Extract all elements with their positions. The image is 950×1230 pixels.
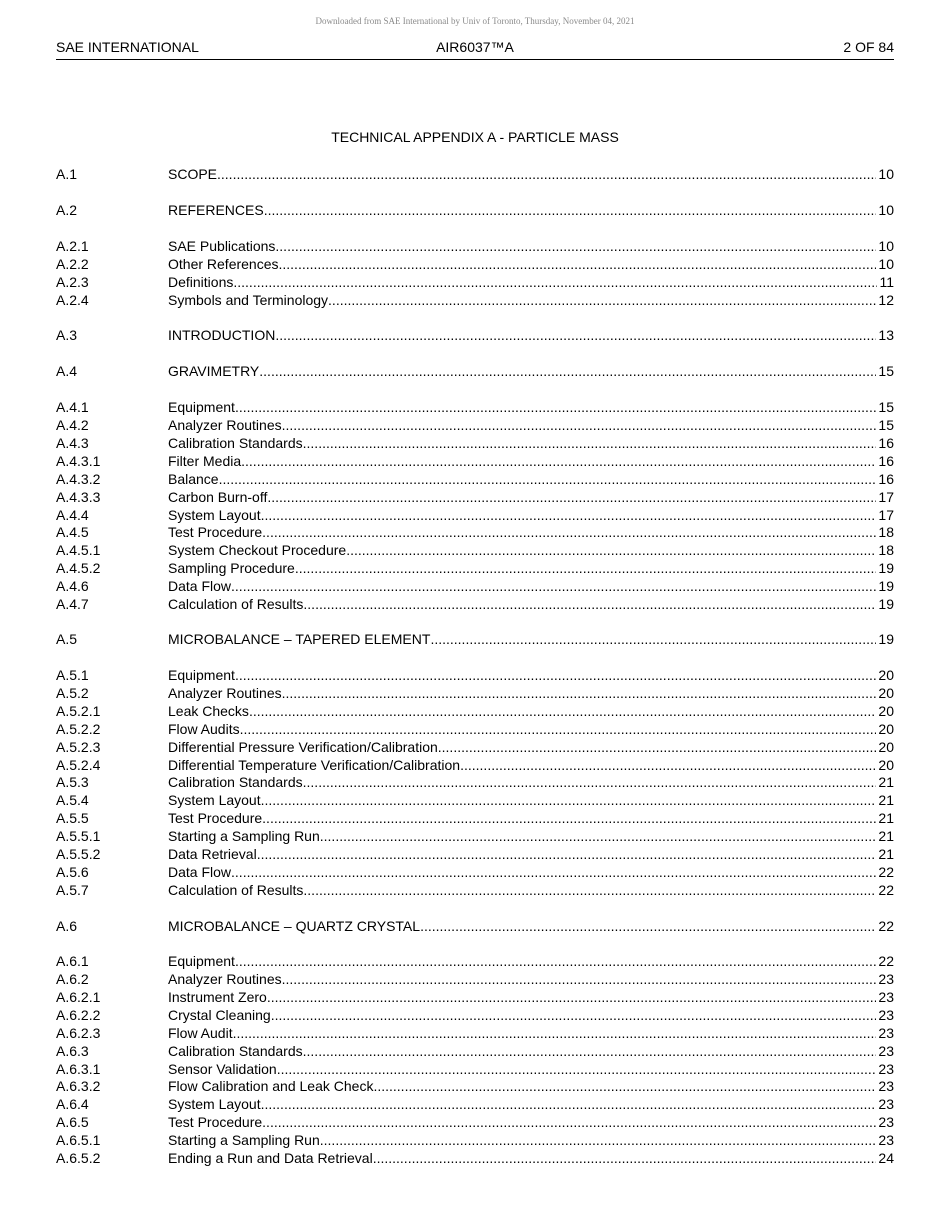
toc-dot-leader xyxy=(460,756,876,774)
toc-entry-leader-line xyxy=(168,577,894,595)
toc-entry[interactable] xyxy=(56,201,894,219)
toc-entry[interactable] xyxy=(56,237,894,255)
toc-dot-leader xyxy=(328,291,876,309)
toc-entry-title: Equipment xyxy=(168,667,235,683)
toc-entry-number: A.5 xyxy=(56,631,78,647)
toc-entry-number: A.1 xyxy=(56,166,78,182)
toc-entry-number: A.6 xyxy=(56,918,78,934)
toc-dot-leader xyxy=(279,255,877,273)
toc-entry-page: 20 xyxy=(878,703,894,719)
toc-entry-page: 19 xyxy=(878,578,894,594)
toc-dot-leader xyxy=(264,201,877,219)
toc-entry-leader-line xyxy=(168,595,894,613)
toc-entry-title: System Layout xyxy=(168,1096,261,1112)
toc-entry-title: Instrument Zero xyxy=(168,989,267,1005)
header-page-number: 2 OF 84 xyxy=(843,39,894,55)
toc-entry[interactable] xyxy=(56,434,894,452)
toc-entry-title: Filter Media xyxy=(168,453,242,469)
toc-entry-leader-line xyxy=(168,523,894,541)
toc-entry-title: Data Retrieval xyxy=(168,846,257,862)
toc-entry[interactable] xyxy=(56,398,894,416)
toc-dot-leader xyxy=(219,470,877,488)
toc-entry-leader-line xyxy=(168,809,894,827)
toc-entry-title: GRAVIMETRY xyxy=(168,363,260,379)
toc-entry-leader-line xyxy=(168,684,894,702)
toc-dot-leader xyxy=(235,666,876,684)
toc-entry-leader-line xyxy=(168,452,894,470)
toc-entry-page: 10 xyxy=(878,238,894,254)
toc-entry-page: 20 xyxy=(878,757,894,773)
toc-entry-number: A.6.5 xyxy=(56,1114,89,1130)
toc-entry-title: Sensor Validation xyxy=(168,1061,277,1077)
page-header xyxy=(56,39,894,57)
toc-dot-leader xyxy=(233,273,877,291)
toc-entry[interactable] xyxy=(56,845,894,863)
toc-entry-page: 22 xyxy=(878,864,894,880)
toc-entry-leader-line xyxy=(168,791,894,809)
toc-entry-leader-line xyxy=(168,541,894,559)
toc-entry-page: 21 xyxy=(878,774,894,790)
toc-entry-number: A.4.3 xyxy=(56,435,89,451)
toc-dot-leader xyxy=(231,863,876,881)
toc-entry-title: Test Procedure xyxy=(168,524,263,540)
toc-entry-leader-line xyxy=(168,273,894,291)
toc-dot-leader xyxy=(320,827,877,845)
toc-entry-title: Analyzer Routines xyxy=(168,971,282,987)
toc-entry-title: Calibration Standards xyxy=(168,435,303,451)
toc-entry[interactable] xyxy=(56,326,894,344)
toc-entry[interactable] xyxy=(56,506,894,524)
toc-entry[interactable] xyxy=(56,791,894,809)
toc-entry-leader-line xyxy=(168,1024,894,1042)
toc-entry-leader-line xyxy=(168,1077,894,1095)
toc-entry[interactable] xyxy=(56,255,894,273)
toc-entry-title: INTRODUCTION xyxy=(168,327,276,343)
toc-entry-page: 23 xyxy=(878,1043,894,1059)
toc-entry-page: 23 xyxy=(878,989,894,1005)
toc-entry-leader-line xyxy=(168,720,894,738)
toc-entry-number: A.5.2 xyxy=(56,685,89,701)
toc-entry[interactable] xyxy=(56,738,894,756)
toc-dot-leader xyxy=(282,684,877,702)
header-publisher: SAE INTERNATIONAL xyxy=(56,39,199,55)
toc-dot-leader xyxy=(235,398,876,416)
toc-entry[interactable] xyxy=(56,1095,894,1113)
toc-entry[interactable] xyxy=(56,702,894,720)
toc-dot-leader xyxy=(430,630,876,648)
toc-entry[interactable] xyxy=(56,165,894,183)
toc-entry-title: System Layout xyxy=(168,792,261,808)
toc-dot-leader xyxy=(259,362,876,380)
toc-entry-leader-line xyxy=(168,702,894,720)
toc-dot-leader xyxy=(235,952,876,970)
toc-entry[interactable] xyxy=(56,952,894,970)
toc-entry-leader-line xyxy=(168,630,894,648)
toc-dot-leader xyxy=(261,506,877,524)
toc-dot-leader xyxy=(275,326,876,344)
toc-entry-page: 20 xyxy=(878,667,894,683)
toc-dot-leader xyxy=(346,541,876,559)
toc-entry-title: Analyzer Routines xyxy=(168,417,282,433)
toc-entry-number: A.4.3.3 xyxy=(56,489,101,505)
toc-entry-number: A.5.2.2 xyxy=(56,721,101,737)
toc-entry-page: 20 xyxy=(878,739,894,755)
toc-dot-leader xyxy=(261,791,877,809)
toc-entry-page: 21 xyxy=(878,846,894,862)
toc-entry-page: 23 xyxy=(878,1007,894,1023)
toc-entry-leader-line xyxy=(168,362,894,380)
toc-entry-number: A.4.2 xyxy=(56,417,89,433)
toc-entry-leader-line xyxy=(168,559,894,577)
toc-entry[interactable] xyxy=(56,470,894,488)
toc-entry-leader-line xyxy=(168,1060,894,1078)
toc-entry-leader-line xyxy=(168,255,894,273)
toc-entry-number: A.2.3 xyxy=(56,274,89,290)
toc-dot-leader xyxy=(240,720,877,738)
toc-entry-page: 22 xyxy=(878,882,894,898)
toc-entry-title: Calculation of Results xyxy=(168,596,304,612)
toc-entry-number: A.6.2 xyxy=(56,971,89,987)
toc-entry-leader-line xyxy=(168,881,894,899)
toc-entry-leader-line xyxy=(168,416,894,434)
toc-dot-leader xyxy=(249,702,876,720)
toc-entry-page: 17 xyxy=(878,489,894,505)
toc-dot-leader xyxy=(303,881,876,899)
toc-dot-leader xyxy=(277,1060,877,1078)
toc-entry-page: 23 xyxy=(878,1114,894,1130)
toc-dot-leader xyxy=(271,1006,877,1024)
toc-entry-number: A.4.5.1 xyxy=(56,542,101,558)
toc-dot-leader xyxy=(233,1024,877,1042)
toc-entry-leader-line xyxy=(168,738,894,756)
toc-entry-page: 11 xyxy=(879,274,894,290)
toc-entry-page: 15 xyxy=(878,417,894,433)
toc-dot-leader xyxy=(267,488,876,506)
toc-entry-page: 22 xyxy=(878,918,894,934)
toc-entry-number: A.5.6 xyxy=(56,864,89,880)
toc-dot-leader xyxy=(295,559,877,577)
toc-dot-leader xyxy=(303,434,877,452)
toc-entry-page: 20 xyxy=(878,685,894,701)
toc-entry-page: 12 xyxy=(878,292,894,308)
toc-entry[interactable] xyxy=(56,720,894,738)
toc-entry-page: 18 xyxy=(878,542,894,558)
page-title: TECHNICAL APPENDIX A - PARTICLE MASS xyxy=(331,129,619,145)
toc-entry-page: 15 xyxy=(878,399,894,415)
toc-entry-number: A.4.3.2 xyxy=(56,471,101,487)
toc-entry[interactable] xyxy=(56,917,894,935)
toc-entry-page: 18 xyxy=(878,524,894,540)
toc-entry-leader-line xyxy=(168,1131,894,1149)
toc-entry-number: A.4.6 xyxy=(56,578,89,594)
toc-entry-title: Equipment xyxy=(168,953,235,969)
toc-entry-page: 19 xyxy=(878,631,894,647)
toc-entry-page: 16 xyxy=(878,453,894,469)
toc-entry-leader-line xyxy=(168,988,894,1006)
toc-dot-leader xyxy=(420,917,876,935)
toc-entry-number: A.4.5.2 xyxy=(56,560,101,576)
toc-entry-title: SAE Publications xyxy=(168,238,276,254)
download-watermark: Downloaded from SAE International by Univ of Toronto, Thursday, November 04, 2021 xyxy=(315,16,635,26)
toc-entry[interactable] xyxy=(56,1060,894,1078)
toc-entry-page: 22 xyxy=(878,953,894,969)
toc-entry[interactable] xyxy=(56,773,894,791)
toc-entry-leader-line xyxy=(168,326,894,344)
toc-entry-page: 23 xyxy=(878,1096,894,1112)
toc-entry-number: A.5.7 xyxy=(56,882,89,898)
toc-entry-title: Flow Audit xyxy=(168,1025,233,1041)
toc-entry-title: System Layout xyxy=(168,507,261,523)
toc-entry-title: Analyzer Routines xyxy=(168,685,282,701)
toc-entry-page: 21 xyxy=(878,828,894,844)
toc-entry-page: 16 xyxy=(878,471,894,487)
toc-entry-leader-line xyxy=(168,398,894,416)
toc-entry[interactable] xyxy=(56,988,894,1006)
toc-entry-number: A.6.1 xyxy=(56,953,89,969)
toc-entry[interactable] xyxy=(56,827,894,845)
toc-dot-leader xyxy=(231,577,876,595)
toc-entry-page: 19 xyxy=(878,596,894,612)
toc-entry-title: Balance xyxy=(168,471,219,487)
toc-entry-leader-line xyxy=(168,1095,894,1113)
toc-entry-page: 15 xyxy=(878,363,894,379)
toc-entry[interactable] xyxy=(56,756,894,774)
toc-entry-number: A.6.2.3 xyxy=(56,1025,101,1041)
toc-entry[interactable] xyxy=(56,1113,894,1131)
toc-entry-title: Equipment xyxy=(168,399,235,415)
toc-entry-leader-line xyxy=(168,165,894,183)
toc-entry-page: 24 xyxy=(878,1150,894,1166)
toc-entry[interactable] xyxy=(56,273,894,291)
toc-entry[interactable] xyxy=(56,630,894,648)
toc-entry-leader-line xyxy=(168,1006,894,1024)
toc-dot-leader xyxy=(373,1077,876,1095)
toc-entry[interactable] xyxy=(56,541,894,559)
toc-entry-leader-line xyxy=(168,1042,894,1060)
toc-dot-leader xyxy=(261,1095,877,1113)
toc-entry-title: Calibration Standards xyxy=(168,1043,303,1059)
toc-entry-title: SCOPE xyxy=(168,166,218,182)
toc-entry-page: 13 xyxy=(878,327,894,343)
toc-entry-number: A.6.4 xyxy=(56,1096,89,1112)
toc-entry-leader-line xyxy=(168,434,894,452)
toc-entry-title: Data Flow xyxy=(168,864,232,880)
toc-entry-number: A.6.2.2 xyxy=(56,1007,101,1023)
toc-entry-title: Starting a Sampling Run xyxy=(168,828,320,844)
toc-entry-number: A.4.1 xyxy=(56,399,89,415)
toc-entry-leader-line xyxy=(168,488,894,506)
toc-entry-page: 10 xyxy=(878,256,894,272)
toc-dot-leader xyxy=(262,809,876,827)
toc-entry-title: Starting a Sampling Run xyxy=(168,1132,320,1148)
toc-dot-leader xyxy=(262,1113,876,1131)
toc-entry-number: A.2.4 xyxy=(56,292,89,308)
toc-entry-page: 17 xyxy=(878,507,894,523)
toc-entry-title: Symbols and Terminology xyxy=(168,292,329,308)
toc-entry-leader-line xyxy=(168,1113,894,1131)
toc-entry[interactable] xyxy=(56,488,894,506)
toc-entry-number: A.6.5.2 xyxy=(56,1150,101,1166)
toc-entry-number: A.3 xyxy=(56,327,78,343)
toc-entry-leader-line xyxy=(168,1149,894,1167)
toc-entry[interactable] xyxy=(56,291,894,309)
toc-dot-leader xyxy=(373,1149,877,1167)
toc-entry-number: A.6.5.1 xyxy=(56,1132,101,1148)
toc-entry-number: A.4.3.1 xyxy=(56,453,101,469)
toc-entry[interactable] xyxy=(56,1149,894,1167)
toc-entry-number: A.2.2 xyxy=(56,256,89,272)
toc-entry-title: MICROBALANCE – TAPERED ELEMENT xyxy=(168,631,431,647)
toc-entry[interactable] xyxy=(56,666,894,684)
toc-entry-number: A.4 xyxy=(56,363,78,379)
toc-dot-leader xyxy=(262,523,876,541)
toc-dot-leader xyxy=(303,1042,877,1060)
toc-entry-number: A.2.1 xyxy=(56,238,89,254)
toc-entry-number: A.6.3.2 xyxy=(56,1078,101,1094)
toc-entry-number: A.5.4 xyxy=(56,792,89,808)
toc-entry-title: Leak Checks xyxy=(168,703,249,719)
toc-entry-title: Differential Pressure Verification/Calibration xyxy=(168,739,438,755)
toc-entry-title: Flow Audits xyxy=(168,721,240,737)
toc-entry-number: A.5.2.3 xyxy=(56,739,101,755)
toc-entry-number: A.6.3.1 xyxy=(56,1061,101,1077)
toc-entry-title: Crystal Cleaning xyxy=(168,1007,271,1023)
toc-entry-page: 23 xyxy=(878,1132,894,1148)
toc-entry-title: REFERENCES xyxy=(168,202,264,218)
toc-dot-leader xyxy=(282,416,877,434)
toc-entry[interactable] xyxy=(56,809,894,827)
toc-entry-number: A.5.5.2 xyxy=(56,846,101,862)
toc-entry-leader-line xyxy=(168,237,894,255)
toc-entry-title: Other References xyxy=(168,256,279,272)
toc-dot-leader xyxy=(267,988,877,1006)
toc-entry-number: A.2 xyxy=(56,202,78,218)
toc-dot-leader xyxy=(217,165,876,183)
toc-dot-leader xyxy=(438,738,877,756)
toc-entry-page: 19 xyxy=(878,560,894,576)
toc-entry-title: Carbon Burn-off xyxy=(168,489,268,505)
toc-entry-number: A.5.3 xyxy=(56,774,89,790)
toc-dot-leader xyxy=(303,773,877,791)
toc-entry[interactable] xyxy=(56,1077,894,1095)
toc-entry[interactable] xyxy=(56,452,894,470)
toc-entry-title: Ending a Run and Data Retrieval xyxy=(168,1150,373,1166)
toc-entry-leader-line xyxy=(168,470,894,488)
toc-entry-title: Test Procedure xyxy=(168,810,263,826)
toc-entry[interactable] xyxy=(56,1042,894,1060)
toc-dot-leader xyxy=(257,845,877,863)
toc-entry[interactable] xyxy=(56,881,894,899)
toc-entry-number: A.6.2.1 xyxy=(56,989,101,1005)
toc-dot-leader xyxy=(241,452,876,470)
toc-entry-title: Calibration Standards xyxy=(168,774,303,790)
toc-entry[interactable] xyxy=(56,595,894,613)
toc-entry-page: 23 xyxy=(878,1025,894,1041)
toc-entry-leader-line xyxy=(168,773,894,791)
toc-entry[interactable] xyxy=(56,1024,894,1042)
toc-entry[interactable] xyxy=(56,577,894,595)
toc-entry-number: A.5.2.1 xyxy=(56,703,101,719)
toc-entry-title: Definitions xyxy=(168,274,234,290)
toc-entry-page: 21 xyxy=(878,810,894,826)
toc-entry[interactable] xyxy=(56,362,894,380)
toc-entry-title: System Checkout Procedure xyxy=(168,542,347,558)
toc-entry[interactable] xyxy=(56,559,894,577)
toc-entry-number: A.5.5 xyxy=(56,810,89,826)
toc-entry-number: A.4.7 xyxy=(56,596,89,612)
toc-entry-page: 23 xyxy=(878,1078,894,1094)
toc-entry[interactable] xyxy=(56,416,894,434)
toc-entry-title: Calculation of Results xyxy=(168,882,304,898)
toc-entry-number: A.6.3 xyxy=(56,1043,89,1059)
toc-entry-leader-line xyxy=(168,863,894,881)
toc-dot-leader xyxy=(275,237,876,255)
toc-entry-title: Flow Calibration and Leak Check xyxy=(168,1078,374,1094)
toc-entry-page: 16 xyxy=(878,435,894,451)
toc-entry-number: A.4.4 xyxy=(56,507,89,523)
toc-entry-leader-line xyxy=(168,952,894,970)
toc-entry-number: A.5.5.1 xyxy=(56,828,101,844)
toc-entry[interactable] xyxy=(56,863,894,881)
header-rule xyxy=(56,59,894,60)
toc-entry-leader-line xyxy=(168,827,894,845)
toc-entry[interactable] xyxy=(56,684,894,702)
toc-entry-title: Differential Temperature Verification/Calibration xyxy=(168,757,461,773)
toc-entry[interactable] xyxy=(56,1131,894,1149)
toc-entry-page: 21 xyxy=(878,792,894,808)
toc-entry-leader-line xyxy=(168,666,894,684)
toc-entry-leader-line xyxy=(168,970,894,988)
toc-entry[interactable] xyxy=(56,523,894,541)
toc-entry-leader-line xyxy=(168,201,894,219)
toc-entry-number: A.5.1 xyxy=(56,667,89,683)
toc-entry-number: A.5.2.4 xyxy=(56,757,101,773)
toc-dot-leader xyxy=(282,970,877,988)
toc-entry-title: MICROBALANCE – QUARTZ CRYSTAL xyxy=(168,918,421,934)
toc-entry-title: Test Procedure xyxy=(168,1114,263,1130)
toc-dot-leader xyxy=(320,1131,877,1149)
toc-entry-leader-line xyxy=(168,291,894,309)
toc-entry-leader-line xyxy=(168,756,894,774)
toc-entry-title: Sampling Procedure xyxy=(168,560,295,576)
toc-entry-leader-line xyxy=(168,506,894,524)
toc-entry-page: 23 xyxy=(878,971,894,987)
toc-entry[interactable] xyxy=(56,1006,894,1024)
toc-entry[interactable] xyxy=(56,970,894,988)
toc-entry-page: 20 xyxy=(878,721,894,737)
toc-entry-page: 23 xyxy=(878,1061,894,1077)
toc-entry-number: A.4.5 xyxy=(56,524,89,540)
toc-entry-leader-line xyxy=(168,917,894,935)
toc-entry-leader-line xyxy=(168,845,894,863)
toc-entry-page: 10 xyxy=(878,202,894,218)
toc-dot-leader xyxy=(303,595,876,613)
header-document-id: AIR6037™A xyxy=(436,39,514,55)
toc-entry-title: Data Flow xyxy=(168,578,232,594)
toc-entry-page: 10 xyxy=(878,166,894,182)
